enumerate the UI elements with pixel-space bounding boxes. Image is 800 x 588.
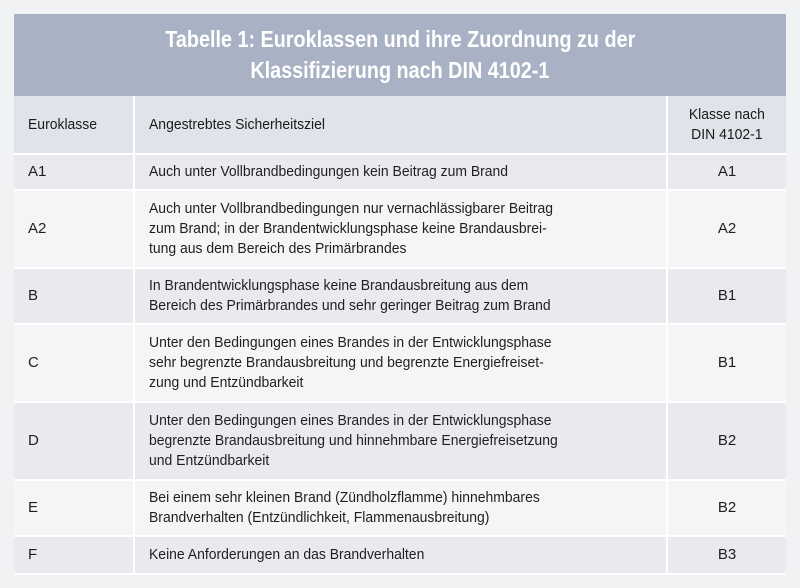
header-sicherheitsziel-label: Angestrebtes Sicherheitsziel	[149, 115, 326, 133]
cell-sicherheitsziel-line: Keine Anforderungen an das Brandverhalten	[149, 546, 425, 563]
cell-euroklasse: A1	[14, 154, 134, 190]
header-row	[14, 96, 786, 154]
cell-euroklasse: C	[14, 324, 134, 402]
table-row	[14, 268, 786, 324]
cell-euroklasse: A2	[14, 190, 134, 268]
cell-sicherheitsziel-line: zum Brand; in der Brandentwicklungsphase keine Brandausbrei-	[149, 220, 547, 237]
cell-sicherheitsziel	[134, 536, 667, 574]
cell-din-klasse: B1	[667, 324, 786, 402]
euroklassen-table	[14, 96, 786, 575]
cell-sicherheitsziel-line: begrenzte Brandausbreitung und hinnehmbare Energiefreisetzung	[149, 432, 558, 449]
table-row	[14, 480, 786, 536]
cell-sicherheitsziel-line: Auch unter Vollbrandbedingungen nur vernachlässigbarer Beitrag	[149, 200, 554, 217]
header-din-klasse-label	[689, 105, 765, 145]
cell-sicherheitsziel-line: zung und Entzündbarkeit	[149, 374, 304, 391]
cell-sicherheitsziel-line: Bei einem sehr kleinen Brand (Zündholzflamme) hinnehmbares	[149, 489, 540, 506]
cell-din-klasse: B2	[667, 402, 786, 480]
table-row	[14, 154, 786, 190]
cell-sicherheitsziel	[134, 154, 667, 190]
table-title-line-1: Tabelle 1: Euroklassen und ihre Zuordnung zu der	[164, 26, 636, 52]
cell-euroklasse: F	[14, 536, 134, 574]
cell-sicherheitsziel-line: Auch unter Vollbrandbedingungen kein Beitrag zum Brand	[149, 163, 509, 180]
header-euroklasse-label: Euroklasse	[28, 115, 98, 133]
cell-sicherheitsziel	[134, 190, 667, 268]
cell-euroklasse: B	[14, 268, 134, 324]
cell-sicherheitsziel-line: In Brandentwicklungsphase keine Brandausbreitung aus dem	[149, 277, 529, 294]
cell-euroklasse: E	[14, 480, 134, 536]
cell-din-klasse: B3	[667, 536, 786, 574]
table-row	[14, 402, 786, 480]
cell-sicherheitsziel	[134, 402, 667, 480]
cell-din-klasse: A1	[667, 154, 786, 190]
cell-din-klasse: A2	[667, 190, 786, 268]
header-din-klasse	[667, 96, 786, 154]
table-title	[14, 14, 786, 96]
cell-sicherheitsziel-line: tung aus dem Bereich des Primärbrandes	[149, 240, 407, 257]
table-row	[14, 190, 786, 268]
cell-sicherheitsziel-line: und Entzündbarkeit	[149, 452, 270, 469]
cell-din-klasse: B1	[667, 268, 786, 324]
table-body	[14, 154, 786, 574]
header-din-klasse-line-1: Klasse nach	[689, 105, 765, 123]
cell-euroklasse: D	[14, 402, 134, 480]
cell-din-klasse: B2	[667, 480, 786, 536]
cell-sicherheitsziel	[134, 268, 667, 324]
cell-sicherheitsziel-line: Brandverhalten (Entzündlichkeit, Flammenausbreitung)	[149, 509, 490, 526]
table-row	[14, 324, 786, 402]
cell-sicherheitsziel-line: sehr begrenzte Brandausbreitung und begrenzte Energiefreiset-	[149, 354, 544, 371]
cell-sicherheitsziel-line: Unter den Bedingungen eines Brandes in der Entwicklungsphase	[149, 334, 552, 351]
cell-sicherheitsziel-line: Unter den Bedingungen eines Brandes in der Entwicklungsphase	[149, 412, 552, 429]
cell-sicherheitsziel-line: Bereich des Primärbrandes und sehr geringer Beitrag zum Brand	[149, 297, 551, 314]
cell-sicherheitsziel	[134, 480, 667, 536]
header-euroklasse	[14, 96, 134, 154]
table-row	[14, 536, 786, 574]
header-sicherheitsziel	[134, 96, 667, 154]
table-title-line-2: Klassifizierung nach DIN 4102-1	[250, 57, 550, 83]
header-din-klasse-line-2: DIN 4102-1	[691, 125, 763, 143]
cell-sicherheitsziel	[134, 324, 667, 402]
